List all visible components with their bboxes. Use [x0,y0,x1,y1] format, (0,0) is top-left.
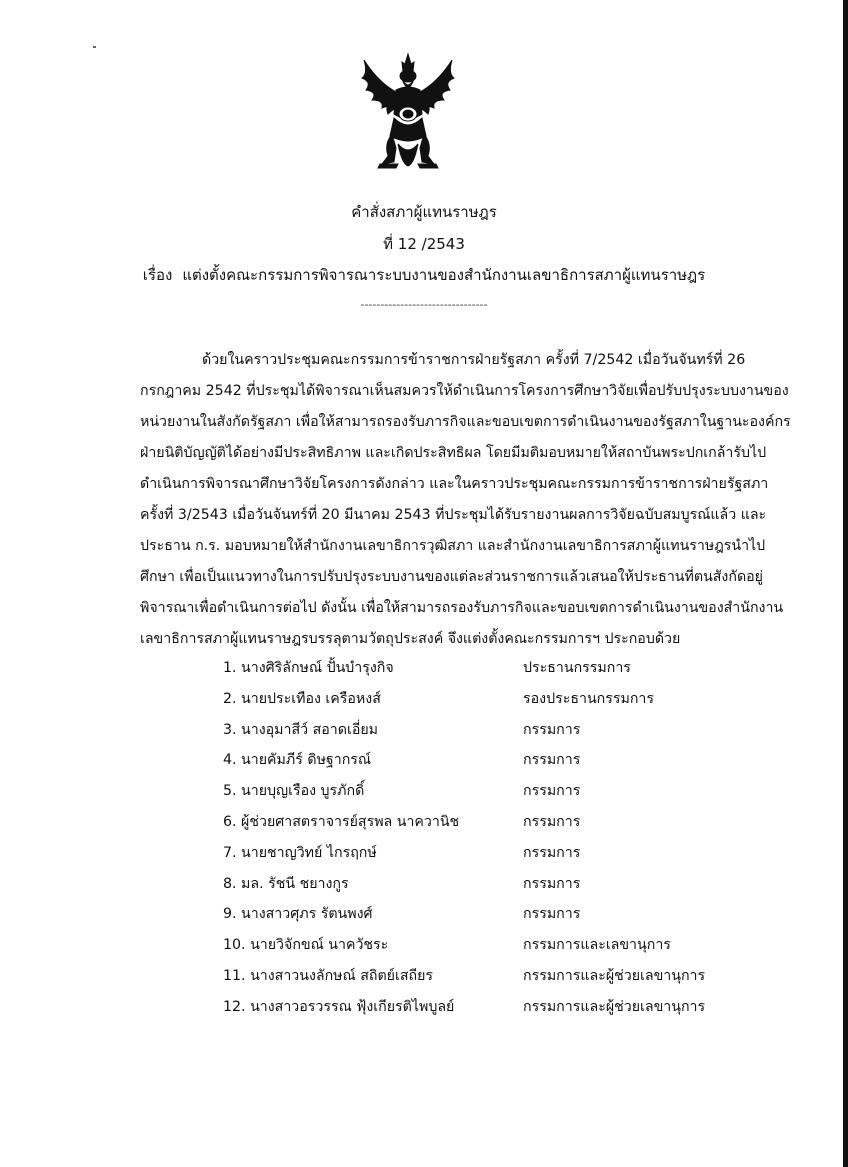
body-line: ศึกษา เพื่อเป็นแนวทางในการปรับปรุงระบบงานของแต่ละส่วนราชการแล้วเสนอให้ประธานที่ตนสังกัดอยู่ [140,569,763,585]
member-role: กรรมการและเลขานุการ [523,937,671,954]
member-role: กรรมการ [523,813,581,830]
subject-label: เรื่อง [142,266,173,284]
list-item [223,997,743,1028]
order-title: คำสั่งสภาผู้แทนราษฎร [351,203,497,221]
member-name: 5. นายบุญเรือง บูรภักดิ์ [223,783,365,800]
member-role: กรรมการ [523,721,581,738]
body-line: ด้วยในคราวประชุมคณะกรรมการข้าราชการฝ่ายรัฐสภา ครั้งที่ 7/2542 เมื่อวันจันทร์ที่ 26 [202,352,746,368]
body-line: ฝ่ายนิติบัญญัติได้อย่างมีประสิทธิภาพ และเกิดประสิทธิผล โดยมีมติมอบหมายให้สถาบันพระปกเกล้ารับไป [140,445,767,461]
body-line: หน่วยงานในสังกัดรัฐสภา เพื่อให้สามารถรองรับภารกิจและขอบเขตการดำเนินงานของรัฐสภาในฐานะองค์กร [140,414,791,430]
member-role: กรรมการและผู้ช่วยเลขานุการ [523,967,706,984]
list-item [223,935,743,966]
committee-member-list [223,658,743,1028]
member-name: 1. นางศิริลักษณ์ ปั้นบำรุงกิจ [223,660,394,676]
member-role: กรรมการ [523,752,581,769]
order-number: ที่ 12 /2543 [383,235,465,253]
member-name: 6. ผู้ช่วยศาสตราจารย์สุรพล นาควานิช [223,813,460,830]
member-role: กรรมการ [523,906,581,923]
list-item [223,658,743,689]
subject-text: แต่งตั้งคณะกรรมการพิจารณาระบบงานของสำนักงานเลขาธิการสภาผู้แทนราษฎร [182,266,706,284]
list-item [223,720,743,751]
member-name: 11. นางสาวนงลักษณ์ สถิตย์เสถียร [223,967,433,984]
divider-line: -------------------------------- [360,298,488,311]
body-line: กรกฎาคม 2542 ที่ประชุมได้พิจารณาเห็นสมควรให้ดำเนินการโครงการศึกษาวิจัยเพื่อปรับปรุงระบบงานของ [140,383,789,399]
body-line: ประธาน ก.ร. มอบหมายให้สำนักงานเลขาธิการวุฒิสภา และสำนักงานเลขาธิการสภาผู้แทนราษฎรนำไป [140,538,766,554]
member-name: 10. นายวิจักขณ์ นาควัชระ [223,937,389,954]
list-item [223,874,743,905]
member-name: 3. นางอุมาสีว์ สอาดเอี่ยม [223,721,379,738]
member-role: กรรมการ [523,783,581,800]
list-item [223,966,743,997]
body-line: พิจารณาเพื่อดำเนินการต่อไป ดังนั้น เพื่อให้สามารถรองรับภารกิจและขอบเขตการดำเนินงานของสำนักงาน [140,600,784,616]
member-name: 8. มล. รัชนี ชยางกูร [223,875,349,892]
list-item [223,904,743,935]
list-item [223,781,743,812]
body-line: ดำเนินการพิจารณาศึกษาวิจัยโครงการดังกล่าว และในคราวประชุมคณะกรรมการข้าราชการฝ่ายรัฐสภา [140,476,769,492]
member-name: 12. นางสาวอรวรรณ ฟุ้งเกียรติไพบูลย์ [223,998,455,1015]
order-subject [0,265,848,285]
member-name: 9. นางสาวศุภร รัตนพงศ์ [223,906,373,923]
scan-speck [93,46,96,48]
list-item [223,843,743,874]
member-role: กรรมการ [523,844,581,861]
member-name: 2. นายประเทือง เครือหงส์ [223,690,381,707]
member-name: 7. นายชาญวิทย์ ไกรฤกษ์ [223,844,377,861]
list-item [223,750,743,781]
body-line: ครั้งที่ 3/2543 เมื่อวันจันทร์ที่ 20 มีนาคม 2543 ที่ประชุมได้รับรายงานผลการวิจัยฉบับสมบูรณ์แล้ว และ [140,507,767,523]
member-role: กรรมการ [523,875,581,892]
member-role: ประธานกรรมการ [523,660,631,676]
garuda-emblem-icon [358,52,458,172]
scan-edge [843,0,848,1167]
list-item [223,689,743,720]
member-name: 4. นายคัมภีร์ ดิษฐากรณ์ [223,752,372,769]
body-line: เลขาธิการสภาผู้แทนราษฎรบรรลุตามวัตถุประสงค์ จึงแต่งตั้งคณะกรรมการฯ ประกอบด้วย [140,631,681,647]
member-role: รองประธานกรรมการ [523,690,654,707]
member-role: กรรมการและผู้ช่วยเลขานุการ [523,998,706,1015]
list-item [223,812,743,843]
